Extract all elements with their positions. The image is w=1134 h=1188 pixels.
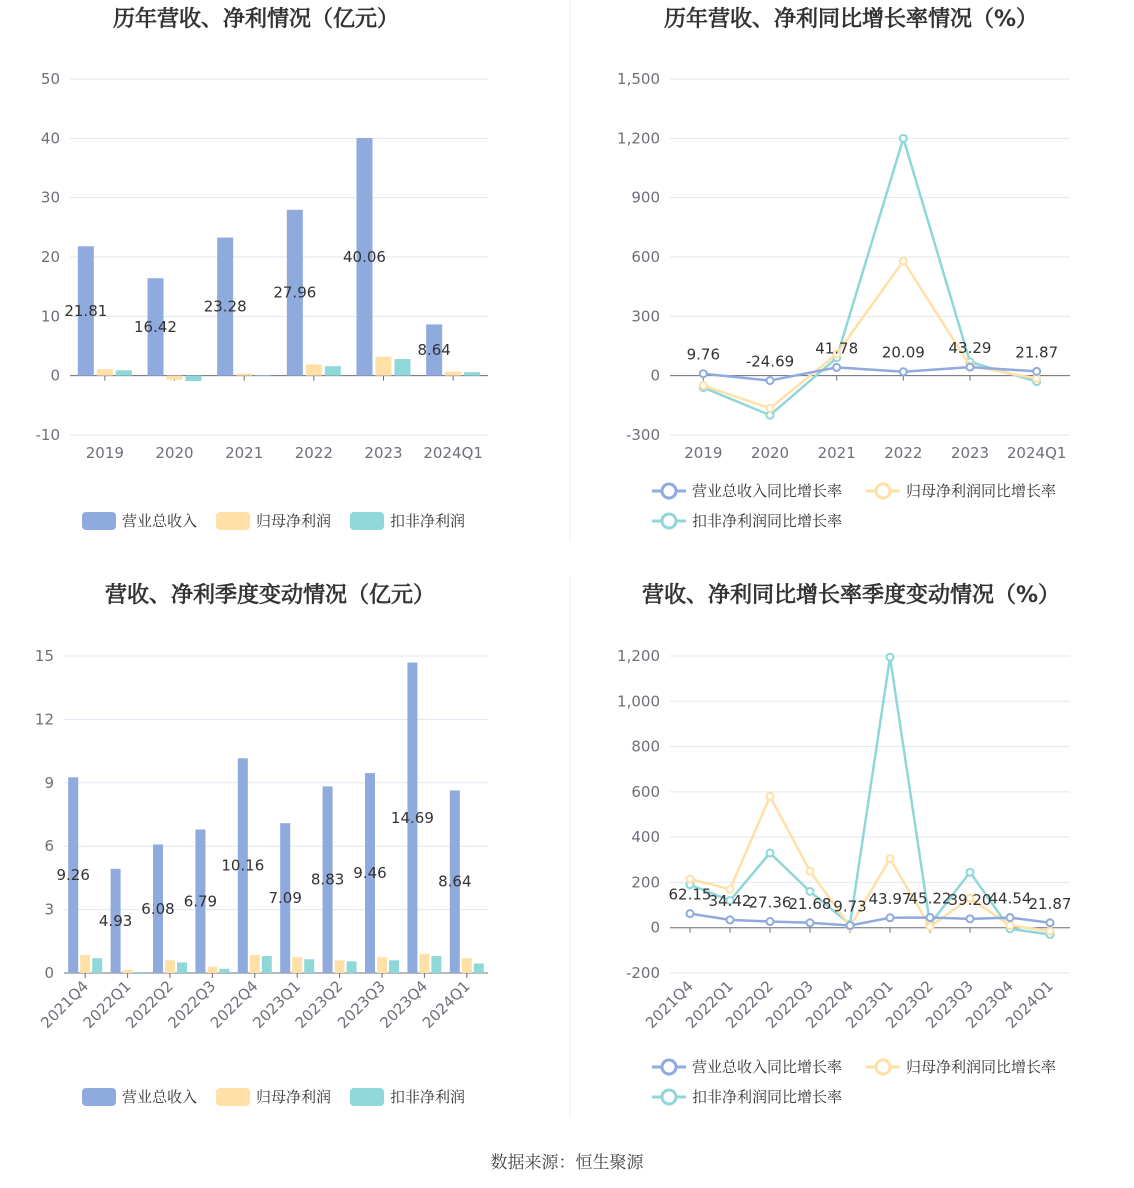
bar bbox=[292, 957, 302, 973]
bar bbox=[304, 959, 314, 973]
x-tick-label: 2023Q1 bbox=[249, 977, 305, 1032]
data-label: 14.69 bbox=[390, 808, 434, 827]
y-tick-label: 1,000 bbox=[617, 692, 660, 711]
data-point bbox=[767, 377, 774, 384]
x-tick-label: 2020 bbox=[750, 444, 790, 462]
y-tick-label: 30 bbox=[40, 188, 60, 207]
data-label: 41.78 bbox=[815, 339, 859, 358]
y-tick-label: 50 bbox=[40, 70, 60, 88]
data-point bbox=[967, 915, 974, 922]
data-label: 21.87 bbox=[1028, 894, 1072, 913]
data-point bbox=[1047, 928, 1054, 935]
legend-label: 营业总收入同比增长率 bbox=[692, 482, 843, 500]
x-tick-label: 2023Q3 bbox=[922, 977, 977, 1032]
legend-swatch bbox=[216, 512, 250, 530]
y-tick-label: 9 bbox=[44, 773, 54, 792]
data-point bbox=[687, 910, 694, 917]
x-tick-label: 2022 bbox=[884, 444, 923, 462]
x-tick-label: 2021 bbox=[225, 444, 264, 462]
bar bbox=[306, 364, 322, 375]
data-label: 43.29 bbox=[948, 339, 992, 358]
y-tick-label: 600 bbox=[631, 782, 660, 801]
data-point bbox=[767, 405, 774, 412]
data-label: 9.73 bbox=[833, 897, 867, 916]
bar bbox=[255, 375, 271, 376]
data-source-note: 数据来源：恒生聚源 bbox=[490, 1153, 644, 1173]
x-tick-label: 2023Q4 bbox=[376, 977, 432, 1032]
data-point bbox=[1007, 914, 1014, 921]
legend-label: 扣非净利润 bbox=[390, 1088, 466, 1106]
legend-swatch-marker bbox=[876, 484, 890, 498]
data-label: 21.87 bbox=[1015, 343, 1059, 362]
x-tick-label: 2023 bbox=[950, 444, 990, 462]
data-point bbox=[900, 368, 907, 375]
data-point bbox=[887, 855, 894, 862]
y-tick-label: 0 bbox=[650, 366, 660, 385]
y-tick-label: 800 bbox=[631, 737, 660, 756]
series-line bbox=[703, 138, 1036, 415]
bar bbox=[474, 963, 484, 973]
data-point bbox=[887, 914, 894, 921]
legend-swatch-marker bbox=[662, 514, 676, 528]
y-tick-label: 300 bbox=[631, 307, 660, 326]
x-tick-label: 2024Q1 bbox=[1006, 444, 1067, 462]
data-point bbox=[727, 916, 734, 923]
data-label: 40.06 bbox=[343, 247, 386, 266]
legend-swatch-marker bbox=[662, 1090, 676, 1104]
data-point bbox=[1033, 375, 1040, 382]
bar bbox=[377, 957, 387, 973]
x-tick-label: 2023Q2 bbox=[291, 977, 347, 1032]
bar bbox=[395, 359, 411, 376]
y-tick-label: 10 bbox=[40, 307, 60, 326]
bar bbox=[325, 366, 341, 375]
data-point bbox=[807, 919, 814, 926]
legend-label: 扣非净利润同比增长率 bbox=[692, 1088, 843, 1106]
data-point bbox=[927, 923, 934, 930]
bar bbox=[167, 376, 183, 380]
data-label: 27.36 bbox=[748, 893, 792, 912]
data-label: 9.46 bbox=[353, 864, 387, 883]
data-label: 62.15 bbox=[668, 885, 712, 904]
data-label: 20.09 bbox=[881, 343, 925, 362]
y-tick-label: -200 bbox=[625, 964, 660, 982]
y-tick-label: 20 bbox=[40, 248, 60, 266]
legend-swatch-marker bbox=[876, 1060, 890, 1074]
x-tick-label: 2024Q1 bbox=[423, 444, 483, 462]
legend-swatch-marker bbox=[662, 484, 676, 498]
y-tick-label: 0 bbox=[50, 366, 60, 385]
bar bbox=[462, 958, 472, 973]
bar bbox=[464, 372, 480, 376]
bar bbox=[262, 956, 272, 973]
data-point bbox=[767, 918, 774, 925]
data-point bbox=[687, 876, 694, 883]
y-tick-label: 40 bbox=[40, 129, 60, 148]
data-point bbox=[1033, 368, 1040, 375]
x-tick-label: 2022Q1 bbox=[682, 977, 737, 1032]
data-label: 4.93 bbox=[98, 911, 133, 930]
data-label: 10.16 bbox=[221, 856, 265, 875]
y-tick-label: 1,200 bbox=[617, 129, 660, 148]
legend-swatch bbox=[350, 512, 384, 530]
bar bbox=[236, 374, 252, 376]
chart-title: 历年营收、净利同比增长率情况（%） bbox=[663, 7, 1039, 32]
chart-title: 营收、净利季度变动情况（亿元） bbox=[104, 583, 436, 608]
legend-swatch bbox=[82, 512, 116, 530]
x-tick-label: 2021Q4 bbox=[37, 977, 93, 1032]
bar bbox=[335, 960, 345, 973]
bar bbox=[376, 357, 392, 376]
data-label: 44.54 bbox=[988, 889, 1032, 908]
x-tick-label: 2022Q3 bbox=[164, 977, 220, 1032]
bar bbox=[135, 972, 145, 973]
data-point bbox=[833, 364, 840, 371]
legend-label: 营业总收入 bbox=[122, 1088, 198, 1106]
y-tick-label: 400 bbox=[631, 828, 660, 847]
bar bbox=[445, 372, 461, 376]
legend-label: 营业总收入同比增长率 bbox=[692, 1058, 843, 1076]
annual-growth-rate-chart bbox=[617, 6, 1070, 530]
data-label: 16.42 bbox=[134, 317, 177, 336]
bar bbox=[92, 958, 102, 973]
bar bbox=[186, 376, 202, 381]
data-label: 27.96 bbox=[273, 283, 317, 302]
y-tick-label: -10 bbox=[35, 426, 60, 444]
legend-label: 扣非净利润同比增长率 bbox=[692, 512, 843, 530]
y-tick-label: 3 bbox=[44, 900, 54, 919]
bar bbox=[177, 962, 187, 973]
data-point bbox=[900, 257, 907, 264]
y-tick-label: 600 bbox=[631, 248, 660, 266]
data-label: -24.69 bbox=[745, 352, 795, 371]
bar bbox=[97, 369, 113, 376]
data-point bbox=[807, 868, 814, 875]
data-point bbox=[700, 382, 707, 389]
data-point bbox=[700, 370, 707, 377]
data-label: 23.28 bbox=[203, 297, 247, 316]
x-tick-label: 2022Q4 bbox=[206, 977, 262, 1032]
bar bbox=[207, 967, 217, 973]
chart-title: 营收、净利同比增长率季度变动情况（%） bbox=[641, 583, 1061, 608]
y-tick-label: 1,200 bbox=[617, 647, 660, 665]
quarterly-growth-rate-chart bbox=[617, 582, 1071, 1106]
bar bbox=[116, 370, 132, 375]
y-tick-label: 6 bbox=[44, 837, 54, 856]
legend-label: 归母净利润同比增长率 bbox=[906, 482, 1057, 500]
data-point bbox=[1047, 919, 1054, 926]
data-point bbox=[927, 914, 934, 921]
legend-label: 归母净利润 bbox=[256, 512, 332, 530]
y-tick-label: 0 bbox=[650, 918, 660, 937]
x-tick-label: 2022 bbox=[294, 444, 333, 462]
x-tick-label: 2019 bbox=[85, 444, 124, 462]
data-label: 43.97 bbox=[868, 889, 912, 908]
data-point bbox=[767, 849, 774, 856]
y-tick-label: 1,500 bbox=[617, 70, 660, 88]
legend-swatch bbox=[216, 1088, 250, 1106]
x-tick-label: 2024Q1 bbox=[418, 977, 474, 1032]
data-label: 21.81 bbox=[64, 301, 108, 320]
x-tick-label: 2021Q4 bbox=[642, 977, 697, 1032]
data-label: 8.64 bbox=[438, 872, 472, 891]
bar bbox=[165, 960, 175, 973]
x-tick-label: 2023Q3 bbox=[334, 977, 389, 1032]
bar bbox=[419, 954, 429, 973]
y-tick-label: 12 bbox=[34, 710, 54, 729]
bar bbox=[347, 961, 357, 973]
x-tick-label: 2022Q3 bbox=[762, 977, 817, 1032]
data-point bbox=[967, 364, 974, 371]
data-label: 8.64 bbox=[417, 341, 451, 360]
x-tick-label: 2019 bbox=[684, 444, 723, 462]
bar bbox=[431, 956, 441, 973]
data-label: 7.09 bbox=[268, 889, 302, 908]
x-tick-label: 2022Q2 bbox=[122, 977, 177, 1032]
data-point bbox=[1007, 922, 1014, 929]
bar bbox=[80, 955, 90, 973]
legend-swatch-marker bbox=[662, 1060, 676, 1074]
data-label: 39.20 bbox=[948, 890, 992, 909]
legend-swatch bbox=[350, 1088, 384, 1106]
x-tick-label: 2023 bbox=[364, 444, 403, 462]
legend-swatch bbox=[82, 1088, 116, 1106]
legend-label: 归母净利润同比增长率 bbox=[906, 1058, 1057, 1076]
x-tick-label: 2023Q1 bbox=[842, 977, 897, 1032]
x-tick-label: 2023Q2 bbox=[882, 977, 937, 1032]
chart-title: 历年营收、净利情况（亿元） bbox=[112, 7, 400, 32]
y-tick-label: 0 bbox=[44, 964, 54, 982]
x-tick-label: 2023Q4 bbox=[962, 977, 1017, 1032]
x-tick-label: 2020 bbox=[155, 444, 194, 462]
x-tick-label: 2022Q2 bbox=[722, 977, 777, 1032]
data-label: 9.76 bbox=[686, 345, 721, 364]
legend-label: 归母净利润 bbox=[256, 1088, 332, 1106]
x-tick-label: 2022Q1 bbox=[79, 977, 135, 1032]
x-tick-label: 2022Q4 bbox=[802, 977, 857, 1032]
bar bbox=[389, 960, 399, 973]
bar bbox=[123, 970, 133, 973]
bar bbox=[250, 955, 260, 973]
data-point bbox=[887, 654, 894, 661]
data-point bbox=[767, 793, 774, 800]
data-label: 6.08 bbox=[141, 899, 175, 918]
quarterly-revenue-profit-chart bbox=[35, 582, 488, 1106]
y-tick-label: 900 bbox=[631, 188, 660, 207]
legend-label: 营业总收入 bbox=[122, 512, 198, 530]
y-tick-label: -300 bbox=[625, 426, 660, 444]
x-tick-label: 2024Q1 bbox=[1002, 977, 1057, 1032]
data-label: 21.68 bbox=[788, 894, 832, 913]
x-tick-label: 2021 bbox=[817, 444, 856, 462]
series-line bbox=[703, 261, 1036, 408]
data-label: 34.42 bbox=[708, 891, 752, 910]
annual-revenue-profit-chart bbox=[36, 6, 489, 530]
data-label: 45.22 bbox=[908, 889, 952, 908]
y-tick-label: 200 bbox=[631, 873, 660, 892]
legend-label: 扣非净利润 bbox=[390, 512, 466, 530]
y-tick-label: 15 bbox=[34, 647, 54, 665]
bar bbox=[219, 969, 229, 973]
data-label: 9.26 bbox=[56, 866, 90, 885]
data-point bbox=[900, 135, 907, 142]
data-point bbox=[847, 922, 854, 929]
data-label: 6.79 bbox=[183, 892, 218, 911]
data-label: 8.83 bbox=[310, 870, 345, 889]
data-point bbox=[967, 869, 974, 876]
